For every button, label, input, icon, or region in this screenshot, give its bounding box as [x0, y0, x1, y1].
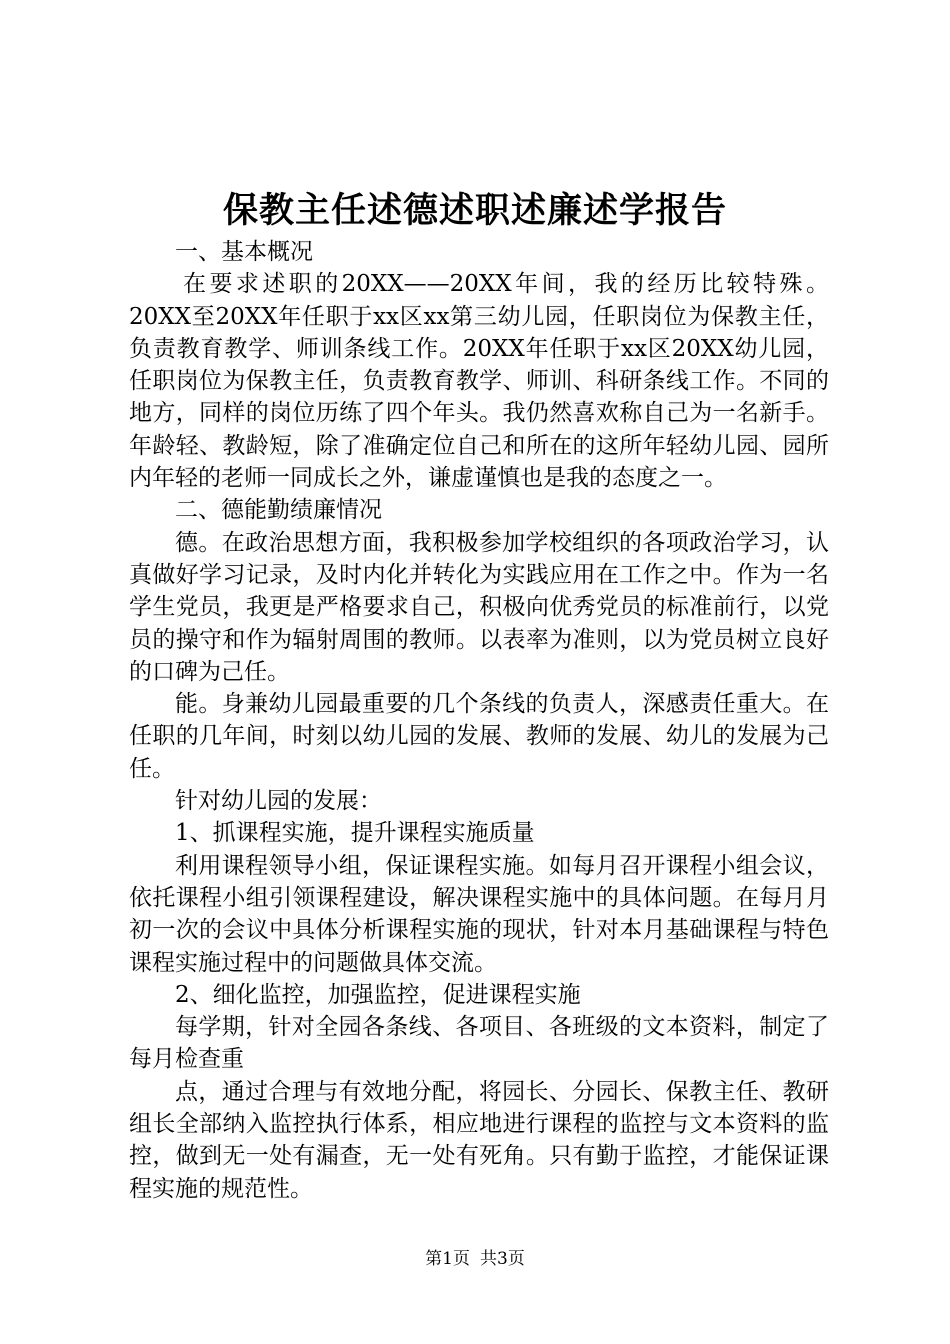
subheading-monitoring: 2、细化监控，加强监控，促进课程实施	[175, 981, 581, 1008]
document-title: 保教主任述德述职述廉述学报告	[222, 190, 727, 231]
page-total: 共3页	[480, 1249, 525, 1269]
page-number: 第1页	[425, 1249, 470, 1269]
paragraph-basic-overview: 在要求述职的20XX——20XX年间，我的经历比较特殊。20XX至20XX年任职于xx区xx第三幼儿园，任职岗位为保教主任，负责教育教学、师训条线工作。20XX年任职于xx区20XX幼儿园，任职岗位为保教主任，负责教育教学、师训、科研条线工作。不同的地方，同样的岗位历练了四个年头。我仍然喜欢称自己为一名新手。年龄轻、教龄短，除了准确定位自己和所在的这所年轻幼儿园、园所内年轻的老师一同成长之外，谦虚谨慎也是我的态度之一。	[129, 271, 829, 492]
document-body	[129, 236, 829, 1205]
page-footer	[0, 1244, 950, 1269]
section-heading-basic: 一、基本概况	[175, 239, 313, 265]
paragraph-monitoring-system: 点，通过合理与有效地分配，将园长、分园长、保教主任、教研组长全部纳入监控执行体系，相应地进行课程的监控与文本资料的监控，做到无一处有漏查，无一处有死角。只有勤于监控，才能保证课程实施的规范性。	[129, 1078, 829, 1202]
paragraph-curriculum-group: 利用课程领导小组，保证课程实施。如每月召开课程小组会议，依托课程小组引领课程建设，解决课程实施中的具体问题。在每月月初一次的会议中具体分析课程实施的现状，针对本月基础课程与特色课程实施过程中的问题做具体交流。	[129, 852, 829, 976]
section-heading-conduct: 二、德能勤绩廉情况	[175, 497, 382, 524]
paragraph-semester-check: 每学期，针对全园各条线、各项目、各班级的文本资料，制定了每月检查重	[129, 1014, 829, 1073]
paragraph-ability: 能。身兼幼儿园最重要的几个条线的负责人，深感责任重大。在任职的几年间，时刻以幼儿园的发展、教师的发展、幼儿的发展为己任。	[129, 691, 829, 782]
paragraph-kindergarten-development: 针对幼儿园的发展：	[175, 788, 382, 815]
subheading-curriculum: 1、抓课程实施，提升课程实施质量	[175, 820, 535, 847]
paragraph-virtue: 德。在政治思想方面，我积极参加学校组织的各项政治学习，认真做好学习记录，及时内化并转化为实践应用在工作之中。作为一名学生党员，我更是严格要求自己，积极向优秀党员的标准前行，以党员的操守和作为辐射周围的教师。以表率为准则，以为党员树立良好的口碑为己任。	[129, 529, 829, 685]
